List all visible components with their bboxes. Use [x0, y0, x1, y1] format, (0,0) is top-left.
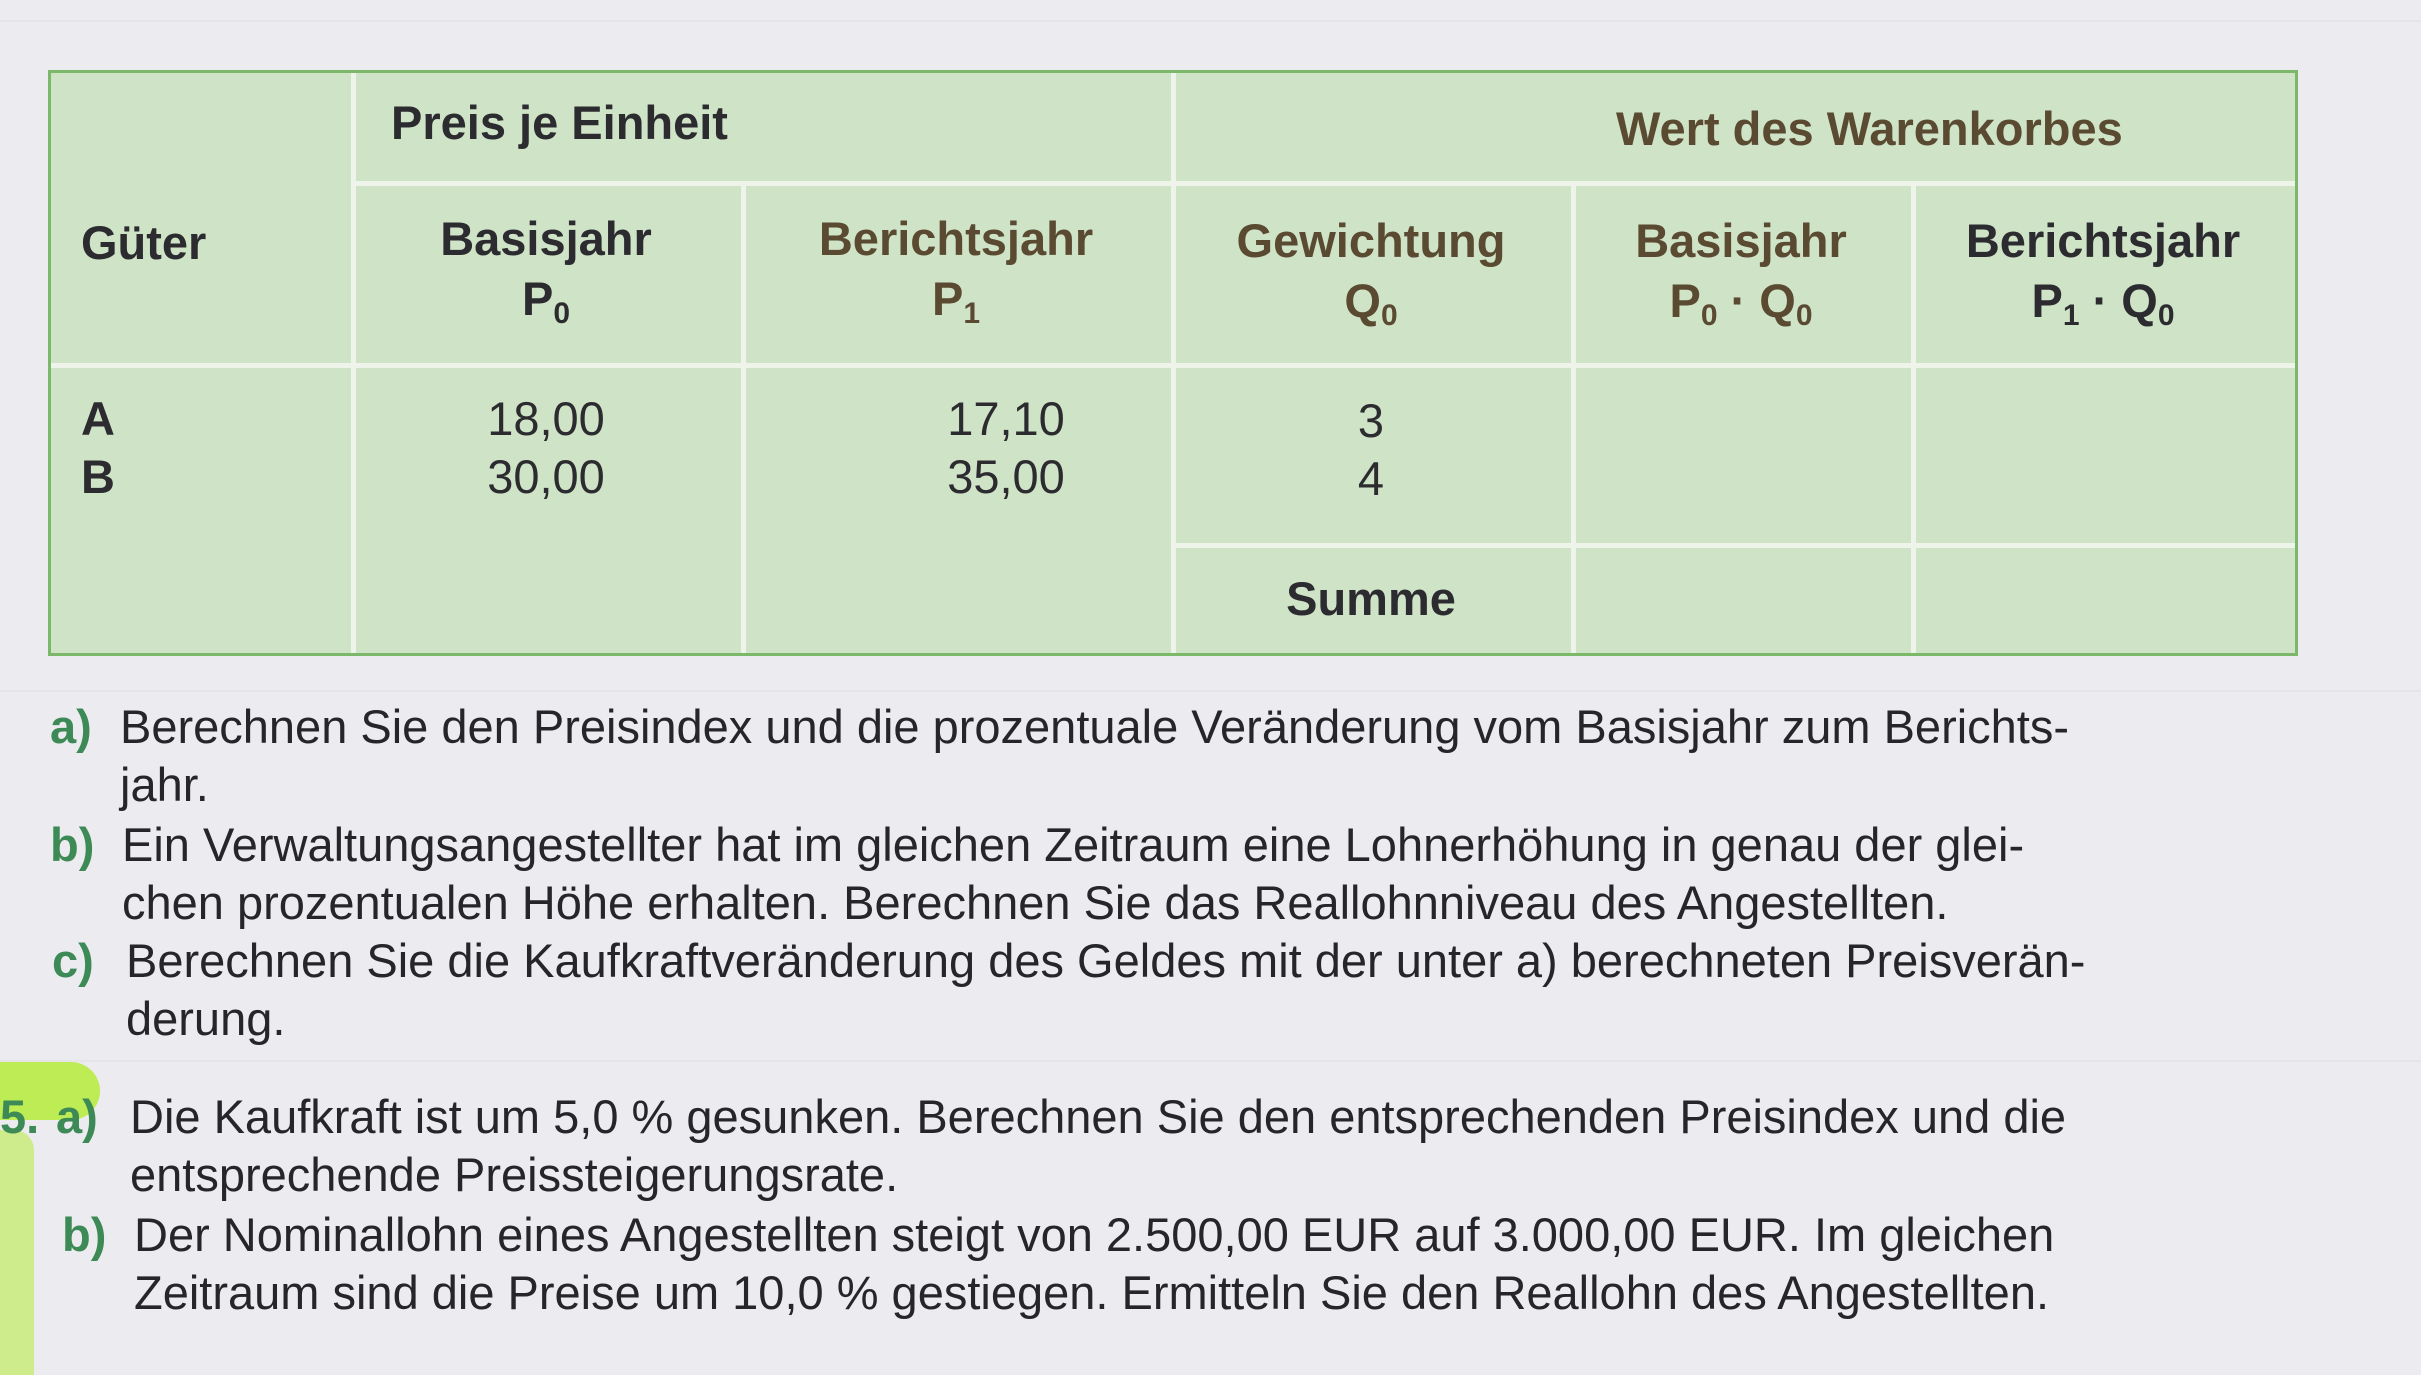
- row-b-q0: 4: [1357, 452, 1385, 505]
- header-wert-des-warenkorbes: Wert des Warenkorbes: [1616, 102, 2123, 155]
- header-gueter: Güter: [81, 216, 207, 269]
- exercise-4c-line-2: derung.: [126, 992, 286, 1045]
- table-divider: [1171, 73, 1176, 653]
- header-gewichtung-label: Gewichtung: [1236, 214, 1506, 267]
- exercise-4a-line-2: jahr.: [120, 758, 209, 811]
- header-wert-berichtsjahr-label: Berichtsjahr: [1965, 214, 2241, 267]
- exercise-4a-line-1: Berechnen Sie den Preisindex und die prozentuale Veränderung vom Basisjahr zum Berichts-: [120, 700, 2070, 753]
- symbol-p0-q0: $P_0 \cdot Q_0$: [1669, 274, 1813, 332]
- show-through-line: [0, 690, 2421, 692]
- row-b-good: B: [81, 450, 115, 503]
- symbol-q0: $Q_0$: [1344, 274, 1398, 332]
- header-wert-berichtsjahr: [1911, 211, 2295, 346]
- exercise-4b-label: b): [50, 818, 95, 871]
- exercise-4b-line-1: Ein Verwaltungsangestellter hat im gleichen Zeitraum eine Lohnerhöhung in genau der glei-: [122, 818, 2025, 871]
- row-a-good: A: [81, 392, 115, 445]
- exercise-5b-line-2: Zeitraum sind die Preise um 10,0 % gestiegen. Ermitteln Sie den Reallohn des Angestellten.: [134, 1266, 2050, 1319]
- row-a-p0: 18,00: [487, 392, 605, 445]
- summe-label: Summe: [1286, 572, 1456, 625]
- symbol-p1: $P_1$: [931, 272, 981, 330]
- exercise-5-number: 5.: [0, 1090, 40, 1143]
- table-divider: [351, 181, 2295, 186]
- price-index-table: [48, 70, 2298, 656]
- exercise-4c-label: c): [52, 934, 94, 987]
- row-a-q0: 3: [1357, 394, 1385, 447]
- exercise-4b-line-2: chen prozentualen Höhe erhalten. Berechnen Sie das Reallohnniveau des Angestellten.: [122, 876, 1949, 929]
- exercise-5b: [62, 1206, 2322, 1322]
- exercise-5a: [0, 1088, 2320, 1204]
- show-through-line: [0, 1060, 2421, 1062]
- exercise-4c-line-1: Berechnen Sie die Kaufkraftveränderung des Geldes mit der unter a) berechneten Preisverän-: [126, 934, 2086, 987]
- exercise-4a-label: a): [50, 700, 92, 753]
- exercise-4b: [50, 816, 2300, 932]
- exercise-5a-label: a): [56, 1090, 98, 1143]
- table-divider: [351, 73, 356, 653]
- exercise-5a-line-1: Die Kaufkraft ist um 5,0 % gesunken. Berechnen Sie den entsprechenden Preisindex und die: [130, 1090, 2067, 1143]
- row-b-p1: 35,00: [947, 450, 1065, 503]
- header-basisjahr-p0: [351, 209, 741, 344]
- header-basisjahr-label: Basisjahr: [440, 212, 652, 265]
- header-wert-basisjahr: [1571, 211, 1911, 346]
- header-preis-je-einheit: Preis je Einheit: [391, 96, 728, 149]
- table-divider: [1171, 543, 2295, 548]
- exercise-5a-line-2: entsprechende Preissteigerungsrate.: [130, 1148, 899, 1201]
- header-berichtsjahr-label: Berichtsjahr: [818, 212, 1094, 265]
- header-berichtsjahr-p1: [741, 209, 1171, 344]
- exercise-5b-line-1: Der Nominallohn eines Angestellten steigt von 2.500,00 EUR auf 3.000,00 EUR. Im gleichen: [134, 1208, 2055, 1261]
- header-wert-basisjahr-label: Basisjahr: [1635, 214, 1847, 267]
- exercise-4a: [50, 698, 2300, 814]
- header-gewichtung-q0: [1171, 211, 1571, 346]
- symbol-p0: $P_0$: [521, 272, 571, 330]
- symbol-p1-q0: $P_1 \cdot Q_0$: [2031, 274, 2175, 332]
- exercise-4c: [52, 932, 2302, 1048]
- exercise-5b-label: b): [62, 1208, 107, 1261]
- row-b-p0: 30,00: [487, 450, 605, 503]
- row-a-p1: 17,10: [947, 392, 1065, 445]
- show-through-line: [0, 20, 2421, 22]
